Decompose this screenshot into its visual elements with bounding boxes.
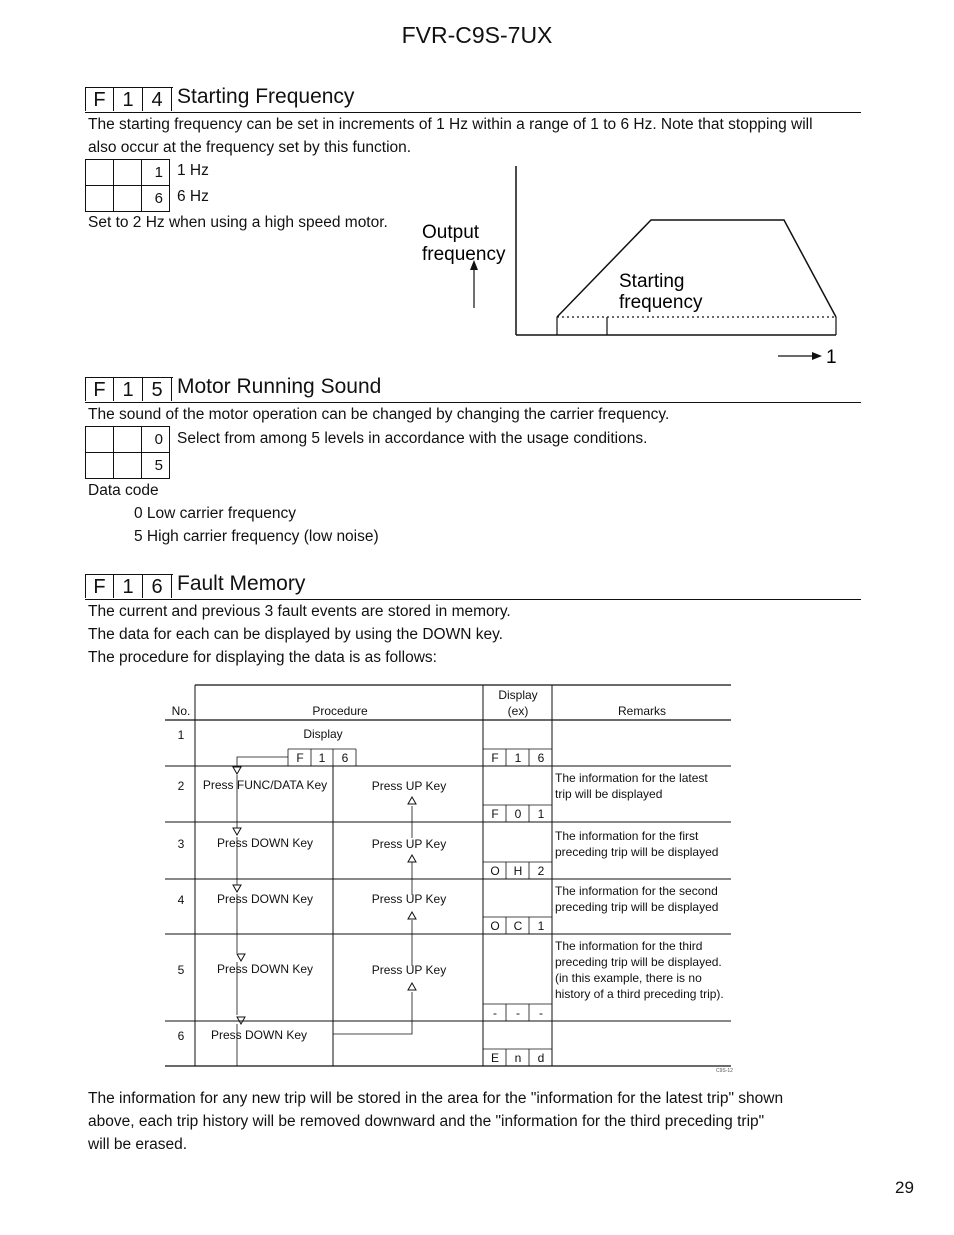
- proc-display-char: 6: [341, 751, 349, 765]
- row-number: 1: [177, 728, 185, 742]
- code-divider: [172, 574, 173, 598]
- y-label: frequency: [422, 244, 506, 265]
- code-digit: 1: [114, 574, 143, 598]
- display-char: 1: [537, 807, 545, 821]
- option-value: 5: [142, 453, 170, 479]
- curve-label: frequency: [619, 292, 703, 313]
- display-char: 0: [514, 807, 522, 821]
- code-digit: 4: [143, 87, 172, 111]
- remark-line: history of a third preceding trip).: [555, 987, 724, 1001]
- data-code-item: 0 Low carrier frequency: [134, 505, 296, 522]
- starting-frequency-graph: [410, 160, 850, 375]
- header-display-ex: (ex): [507, 704, 529, 718]
- section-title: Starting Frequency: [177, 85, 355, 108]
- display-char: 1: [537, 919, 545, 933]
- data-code-item: 5 High carrier frequency (low noise): [134, 528, 379, 545]
- code-divider: [172, 87, 173, 111]
- remark-line: preceding trip will be displayed.: [555, 955, 722, 969]
- f14-options-grid: [85, 159, 170, 212]
- down-key-step: Press DOWN Key: [216, 836, 314, 850]
- option-label: 1 Hz: [177, 162, 209, 179]
- remark-line: preceding trip will be displayed: [555, 845, 719, 859]
- code-digit: 5: [143, 377, 172, 401]
- display-char: -: [516, 1006, 520, 1020]
- x-arrow-head: [812, 352, 822, 360]
- proc-display-char: 1: [318, 751, 326, 765]
- y-label: Output: [422, 222, 480, 243]
- data-code-list: [134, 502, 874, 548]
- option-label: 6 Hz: [177, 188, 209, 205]
- header-display: Display: [498, 688, 538, 702]
- section-header-f16: [85, 574, 861, 600]
- display-char: 1: [514, 751, 522, 765]
- desc-line: The procedure for displaying the data is as follows:: [88, 649, 437, 666]
- section-title: Motor Running Sound: [177, 375, 382, 398]
- remark-line: (in this example, there is no: [555, 971, 702, 985]
- row-number: 5: [177, 963, 185, 977]
- footer-line: The information for any new trip will be stored in the area for the "information for the latest trip" shown: [88, 1090, 784, 1107]
- footer-line: will be erased.: [88, 1136, 188, 1153]
- f16-footer: [88, 1087, 848, 1156]
- display-char: n: [514, 1051, 522, 1065]
- display-char: O: [490, 864, 500, 878]
- page-number: 29: [895, 1178, 914, 1197]
- desc-line: The current and previous 3 fault events are stored in memory.: [88, 603, 511, 620]
- down-key-step: Press DOWN Key: [216, 892, 314, 906]
- display-char: 6: [537, 751, 545, 765]
- display-char: O: [490, 919, 500, 933]
- row-number: 4: [177, 893, 185, 907]
- up-key-step: Press UP Key: [371, 892, 447, 906]
- display-char: C: [513, 919, 523, 933]
- display-char: -: [493, 1006, 497, 1020]
- remark-line: The information for the second: [555, 884, 718, 898]
- func-data-key-step: Press FUNC/DATA Key: [202, 778, 328, 792]
- option-value: 6: [142, 186, 170, 212]
- footer-line: above, each trip history will be removed downward and the "information for the third preceding trip": [88, 1113, 765, 1130]
- f15-select-text: Select from among 5 levels in accordance with the usage conditions.: [177, 430, 648, 447]
- f14-note: Set to 2 Hz when using a high speed motor.: [88, 214, 388, 231]
- header-remarks: Remarks: [617, 704, 667, 718]
- figure-code: C9S-12: [716, 1068, 733, 1074]
- code-digit: F: [85, 377, 114, 401]
- document-title: FVR-C9S-7UX: [401, 22, 553, 48]
- code-digit: 1: [114, 87, 143, 111]
- code-digit: F: [85, 574, 114, 598]
- x-marker: 1: [826, 347, 837, 368]
- curve-label: Starting: [619, 271, 685, 292]
- desc-line: also occur at the frequency set by this function.: [88, 139, 412, 156]
- desc-line: The data for each can be displayed by using the DOWN key.: [88, 626, 503, 643]
- down-key-step: Press DOWN Key: [210, 1028, 308, 1042]
- option-value: 1: [142, 160, 170, 186]
- proc-display-char: F: [296, 751, 304, 765]
- header-no: No.: [171, 704, 191, 718]
- f14-description: [88, 113, 828, 159]
- remark-line: preceding trip will be displayed: [555, 900, 719, 914]
- code-divider: [172, 377, 173, 401]
- remark-line: trip will be displayed: [555, 787, 663, 801]
- row-number: 3: [177, 837, 185, 851]
- row-number: 2: [177, 779, 185, 793]
- section-title: Fault Memory: [177, 572, 306, 595]
- desc-line: The starting frequency can be set in increments of 1 Hz within a range of 1 to 6 Hz. Note that stopping will: [88, 116, 813, 133]
- f16-description: [88, 600, 828, 669]
- section-header-f15: [85, 377, 861, 403]
- code-digit: 1: [114, 377, 143, 401]
- display-char: -: [539, 1006, 543, 1020]
- f15-description: The sound of the motor operation can be changed by changing the carrier frequency.: [88, 406, 670, 423]
- fault-memory-table: [160, 680, 740, 1075]
- remark-line: The information for the third: [555, 939, 703, 953]
- display-char: F: [491, 751, 499, 765]
- display-char: F: [491, 807, 499, 821]
- header-procedure: Procedure: [312, 704, 368, 718]
- display-char: E: [490, 1051, 500, 1065]
- code-digit: 6: [143, 574, 172, 598]
- f15-options-grid: [85, 426, 170, 479]
- option-value: 0: [142, 427, 170, 453]
- section-header-f14: [85, 87, 861, 113]
- down-key-step: Press DOWN Key: [216, 962, 314, 976]
- display-char: d: [537, 1051, 545, 1065]
- up-key-step: Press UP Key: [371, 963, 447, 977]
- remark-line: The information for the first: [555, 829, 699, 843]
- remark-line: The information for the latest: [555, 771, 708, 785]
- up-key-step: Press UP Key: [371, 837, 447, 851]
- up-key-step: Press UP Key: [371, 779, 447, 793]
- display-char: H: [513, 864, 523, 878]
- display-label: Display: [303, 727, 343, 741]
- code-digit: F: [85, 87, 114, 111]
- row-number: 6: [177, 1029, 185, 1043]
- display-char: 2: [537, 864, 545, 878]
- data-code-label: Data code: [88, 482, 159, 499]
